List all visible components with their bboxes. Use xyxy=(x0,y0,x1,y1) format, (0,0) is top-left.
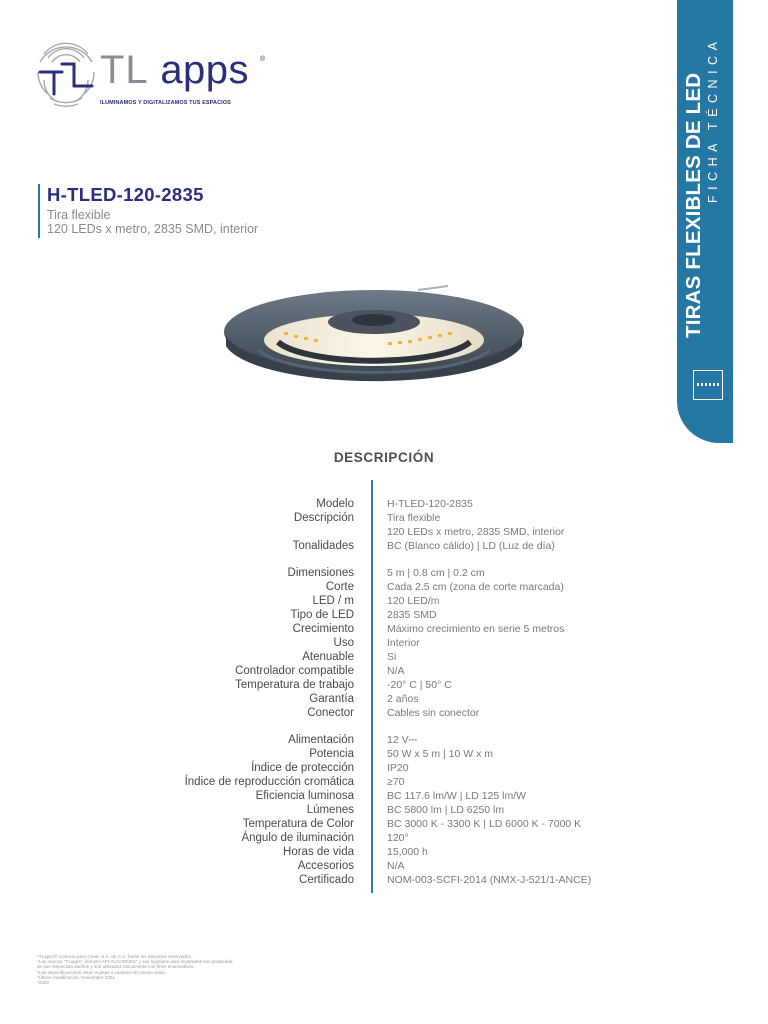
spec-label: Alimentación xyxy=(288,734,354,746)
company-logo xyxy=(34,36,274,116)
spec-label: Controlador compatible xyxy=(235,665,354,677)
led-reel-image xyxy=(218,280,530,400)
spec-label: Tipo de LED xyxy=(290,609,354,621)
spec-label: Garantía xyxy=(309,693,354,705)
spec-label: Índice de protección xyxy=(251,762,354,774)
spec-label: Certificado xyxy=(299,874,354,886)
spec-label: Descripción xyxy=(293,512,354,524)
spec-group-gap xyxy=(387,553,591,566)
spec-value: N/A xyxy=(387,665,405,677)
accent-bar xyxy=(38,184,40,238)
spec-value: 12 V⎓ xyxy=(387,734,417,746)
spec-label: Índice de reproducción cromática xyxy=(184,776,354,788)
spec-group-gap xyxy=(185,720,354,733)
spec-value: Cada 2.5 cm (zona de corte marcada) xyxy=(387,581,564,593)
spec-value: 5 m | 0.8 cm | 0.2 cm xyxy=(387,567,485,579)
spec-label: Horas de vida xyxy=(283,846,354,858)
registered-mark: ® xyxy=(260,56,266,63)
footer-line: de sus respectiva dueños y son utilizados únicamente con fines enunciativos. xyxy=(37,964,195,970)
spec-value: Tira flexible xyxy=(387,512,441,524)
spec-label: Accesorios xyxy=(297,860,354,872)
spec-label: Temperatura de trabajo xyxy=(235,679,354,691)
spec-label: LED / m xyxy=(312,595,354,607)
spec-value: 120° xyxy=(387,832,409,844)
spec-value: -20° C | 50° C xyxy=(387,679,452,691)
spec-value: ≥70 xyxy=(387,776,405,788)
spec-label: Uso xyxy=(333,637,354,649)
side-tab-subtitle: FICHA TÉCNICA xyxy=(706,36,720,203)
brand-apps: apps xyxy=(160,48,250,92)
footer-line: *Las especificaciones están sujetas a cambios sin previo aviso. xyxy=(37,969,166,975)
spec-label: Temperatura de Color xyxy=(242,818,354,830)
legal-footer xyxy=(37,954,232,985)
spec-value: 2 años xyxy=(387,693,419,705)
spec-value: BC 117.6 lm/W | LD 125 lm/W xyxy=(387,790,527,802)
product-subtitle-line: Tira flexible xyxy=(47,208,111,222)
description-heading: DESCRIPCIÓN xyxy=(333,450,435,465)
spec-labels-column xyxy=(185,497,354,887)
brand-tl: TL xyxy=(100,48,149,92)
spec-value: Máximo crecimiento en serie 5 metros xyxy=(387,623,565,635)
spec-value: BC (Blanco cálido) | LD (Luz de día) xyxy=(387,540,555,552)
spec-label: Tonalidades xyxy=(292,540,354,552)
led-strip-icon xyxy=(693,370,723,400)
spec-value: BC 5800 lm | LD 6250 lm xyxy=(387,804,505,816)
side-tab-title: TIRAS FLEXIBLES DE LED xyxy=(682,72,705,338)
footer-line: *Última modificación: Noviembre 2021. xyxy=(37,974,117,980)
spec-value: NOM-003-SCFI-2014 (NMX-J-521/1-ANCE) xyxy=(387,874,592,886)
spec-label: Dimensiones xyxy=(287,567,354,579)
spec-value: 120 LEDs x metro, 2835 SMD, interior xyxy=(387,526,565,538)
spec-value: Cables sin conector xyxy=(387,707,480,719)
brand-name xyxy=(100,50,249,90)
spec-label: Atenuable xyxy=(302,651,354,663)
product-subtitle xyxy=(47,208,258,236)
spec-value: N/A xyxy=(387,860,405,872)
spec-value: Interior xyxy=(387,637,420,649)
spec-value: 50 W x 5 m | 10 W x m xyxy=(387,748,493,760)
spec-values-column xyxy=(387,497,591,887)
brand-tagline: ILUMINAMOS Y DIGITALIZAMOS TUS ESPACIOS xyxy=(100,100,231,106)
spec-label: Crecimiento xyxy=(292,623,354,635)
spec-group-gap xyxy=(387,720,591,733)
footer-line: *Las marcas "TLapps", leímotiv APLICACIONES" y sus logotipos aquí mostrados son propiedad xyxy=(37,959,233,965)
spec-label: Conector xyxy=(307,707,354,719)
spec-value: 2835 SMD xyxy=(387,609,437,621)
spec-label: Lúmenes xyxy=(306,804,354,816)
spec-value: Si xyxy=(387,651,397,663)
spec-label xyxy=(185,525,354,539)
spec-label: Potencia xyxy=(309,748,354,760)
product-subtitle-line: 120 LEDs x metro, 2835 SMD, interior xyxy=(47,222,259,236)
spec-label: Modelo xyxy=(316,498,354,510)
spec-label: Ángulo de iluminación xyxy=(241,832,354,844)
spec-value: 120 LED/m xyxy=(387,595,440,607)
spec-label: Corte xyxy=(325,581,354,593)
footer-line: *TLapps® Licencia para Crear, S.A. de C.V. Todos los derechos reservados. xyxy=(37,954,193,959)
spec-group-gap xyxy=(185,553,354,566)
spec-value: BC 3000 K - 3300 K | LD 6000 K - 7000 K xyxy=(387,818,582,830)
spec-value: 15,000 h xyxy=(387,846,428,858)
spec-divider xyxy=(371,480,373,893)
fingerprint-logo-icon xyxy=(34,36,98,110)
product-code: H-TLED-120-2835 xyxy=(47,184,204,205)
spec-value: IP20 xyxy=(387,762,409,774)
spec-value: H-TLED-120-2835 xyxy=(387,498,473,510)
footer-line: *2022 xyxy=(37,980,50,986)
spec-label: Eficiencia luminosa xyxy=(255,790,354,802)
